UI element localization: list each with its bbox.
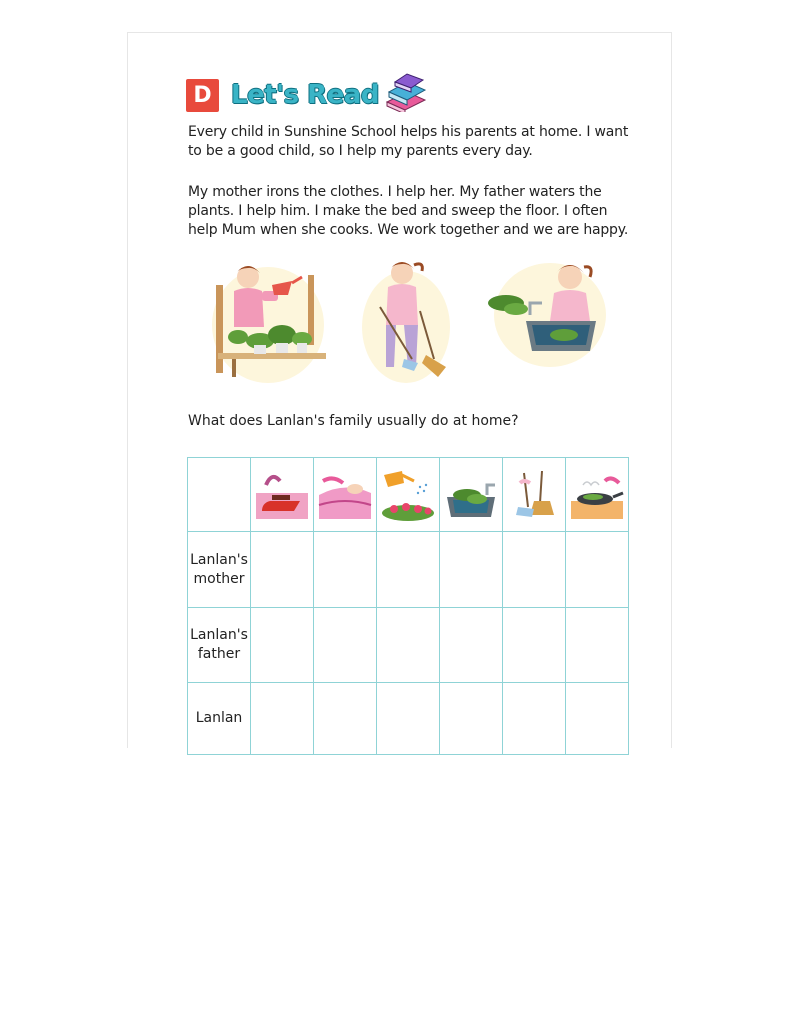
chores-table	[187, 457, 629, 755]
answer-cell[interactable]	[566, 683, 629, 755]
worksheet-page	[127, 32, 672, 748]
washing-vegetables-icon	[443, 467, 499, 523]
column-making-bed	[314, 458, 377, 532]
paragraph-intro: Every child in Sunshine School helps his parents at home. I want to be a good child, so I help my parents every day.	[188, 124, 629, 159]
question-text: What does Lanlan's family usually do at home?	[188, 413, 519, 429]
answer-cell[interactable]	[440, 683, 503, 755]
table-corner-cell	[188, 458, 251, 532]
watering-plants-icon	[380, 467, 436, 523]
answer-cell[interactable]	[377, 608, 440, 683]
ironing-icon	[254, 467, 310, 523]
girl-sweeping-floor-picture	[360, 255, 452, 385]
row-label-mother: Lanlan's mother	[188, 532, 251, 608]
answer-cell[interactable]	[377, 683, 440, 755]
answer-cell[interactable]	[503, 532, 566, 608]
answer-cell[interactable]	[503, 683, 566, 755]
table-row	[188, 532, 629, 608]
section-header	[186, 78, 427, 112]
answer-cell[interactable]	[440, 608, 503, 683]
answer-cell[interactable]	[314, 608, 377, 683]
girl-watering-plants-picture	[208, 255, 326, 385]
column-sweeping	[503, 458, 566, 532]
answer-cell[interactable]	[566, 532, 629, 608]
cooking-icon	[569, 467, 625, 523]
answer-cell[interactable]	[251, 683, 314, 755]
column-washing-vegetables	[440, 458, 503, 532]
answer-cell[interactable]	[251, 532, 314, 608]
answer-cell[interactable]	[314, 683, 377, 755]
column-watering-plants	[377, 458, 440, 532]
paragraph-story: My mother irons the clothes. I help her. My father waters the plants. I help him. I make the bed and sweep the floor. I often help Mum when she cooks. We work together and we are happy.	[188, 184, 629, 238]
column-cooking	[566, 458, 629, 532]
answer-cell[interactable]	[440, 532, 503, 608]
section-title: Let's Read	[231, 80, 379, 110]
table-header-row	[188, 458, 629, 532]
sweeping-icon	[506, 467, 562, 523]
table-row	[188, 608, 629, 683]
column-ironing	[251, 458, 314, 532]
answer-cell[interactable]	[314, 532, 377, 608]
answer-cell[interactable]	[251, 608, 314, 683]
answer-cell[interactable]	[503, 608, 566, 683]
row-label-lanlan: Lanlan	[188, 683, 251, 755]
answer-cell[interactable]	[377, 532, 440, 608]
row-label-father: Lanlan's father	[188, 608, 251, 683]
girl-washing-vegetables-picture	[486, 255, 608, 375]
answer-cell[interactable]	[566, 608, 629, 683]
section-badge: D	[186, 79, 219, 112]
table-row	[188, 683, 629, 755]
making-bed-icon	[317, 467, 373, 523]
books-icon	[383, 72, 427, 112]
